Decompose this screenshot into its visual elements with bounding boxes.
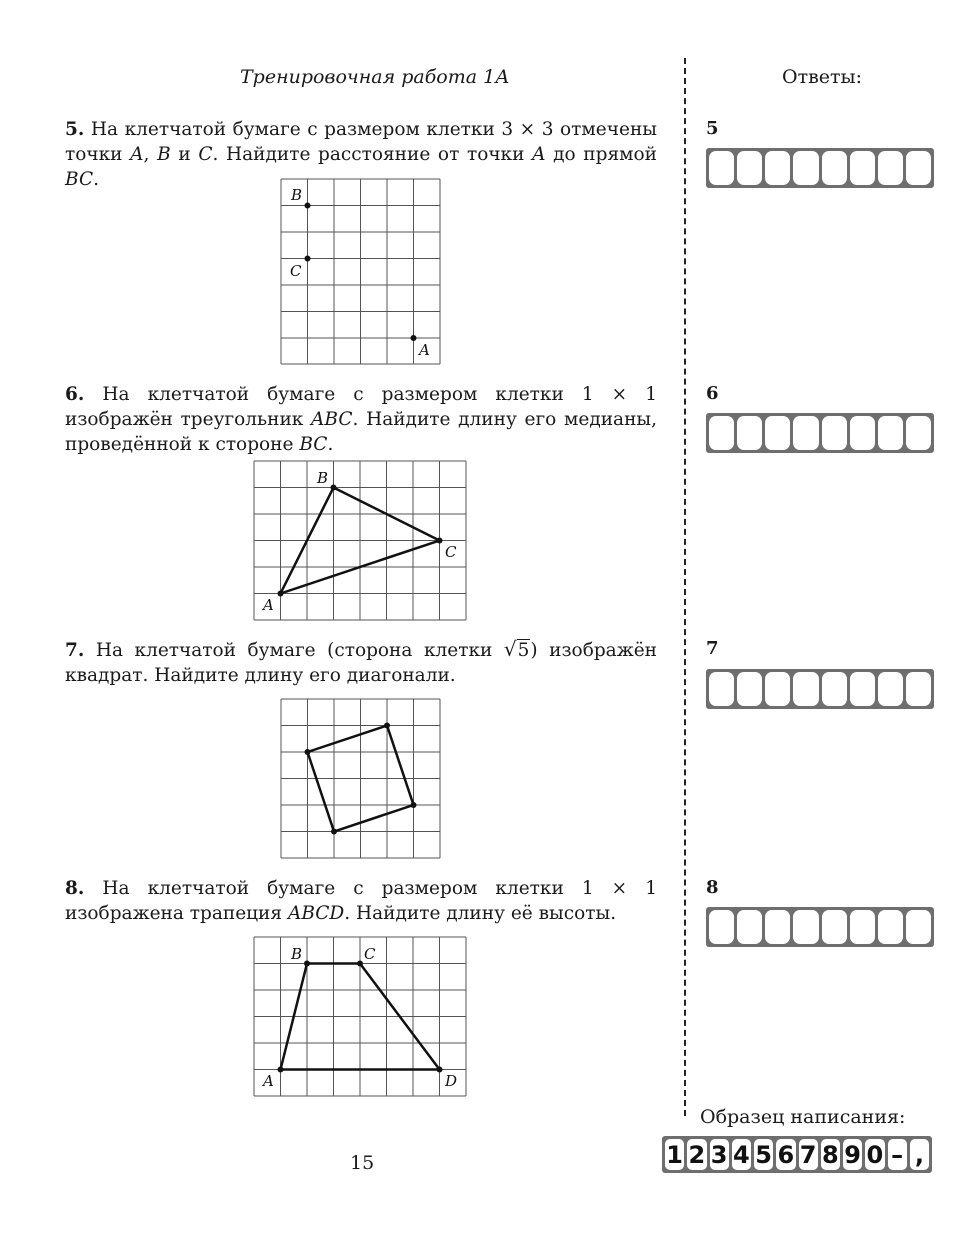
dashed-divider [684,58,686,1116]
problem-number: 8. [65,878,85,899]
grid-figure-8 [250,934,472,1100]
sqrt-expression: √5 [503,637,530,661]
label-C: C [364,945,376,963]
answer-label-7: 7 [706,638,719,659]
sample-char: 0 [866,1140,884,1169]
point-C [305,256,311,262]
problem-7: 7. На клетчатой бумаге (сторона клетки √5) изображён квадрат. Найдите длину его диагонали. [65,637,657,686]
answer-field-7[interactable] [706,669,934,709]
sample-char: 4 [733,1140,750,1169]
label-C: C [445,543,457,561]
work-title: Тренировочная работа 1А [240,66,510,88]
label-B: B [291,186,303,204]
problem-number: 7. [65,640,85,661]
answer-field-5[interactable] [706,148,934,188]
page-number: 15 [350,1152,375,1174]
answer-field-8[interactable] [706,907,934,947]
label-B: B [317,469,329,487]
answer-label-6: 6 [706,383,719,404]
answer-label-8: 8 [706,877,719,898]
label-A: A [263,596,274,614]
problem-number: 6. [65,384,85,405]
sample-char: 3 [710,1140,728,1169]
answer-label-5: 5 [706,118,719,139]
problem-5: 5. На клетчатой бумаге с размером клетки 3 × 3 отмечены точки A, B и C. Найдите расстояние от точки A до прямой BC. [65,119,658,190]
label-B: B [291,945,303,963]
sample-char: 7 [799,1140,817,1169]
sample-char: 8 [822,1140,839,1169]
label-A: A [263,1072,274,1090]
point-A [411,335,417,341]
grid-figure-7 [276,696,446,862]
sample-char: 6 [777,1140,795,1169]
problem-8: 8. На клетчатой бумаге с размером клетки 1 × 1 изображена трапеция ABCD. Найдите длину её высоты. [65,878,657,924]
sample-writing [662,1136,932,1173]
point-B [305,203,311,209]
label-C: C [290,262,302,280]
sample-char: – [888,1139,907,1170]
sample-char: 2 [688,1140,706,1169]
problem-6: 6. На клетчатой бумаге с размером клетки 1 × 1 изображён треугольник ABC. Найдите длину его медианы, проведённой к стороне BC. [65,384,658,455]
answers-title: Ответы: [782,66,863,88]
sample-char: , [910,1139,929,1170]
sample-char: 9 [844,1140,861,1169]
problem-number: 5. [65,119,85,140]
grid-figure-6 [250,458,472,624]
sample-char: 5 [755,1140,772,1169]
sample-char: 1 [666,1140,683,1169]
grid-figure-5 [276,176,446,368]
answer-field-6[interactable] [706,413,934,453]
label-A: A [419,341,430,359]
sample-label: Образец написания: [700,1106,906,1128]
label-D: D [445,1072,458,1090]
